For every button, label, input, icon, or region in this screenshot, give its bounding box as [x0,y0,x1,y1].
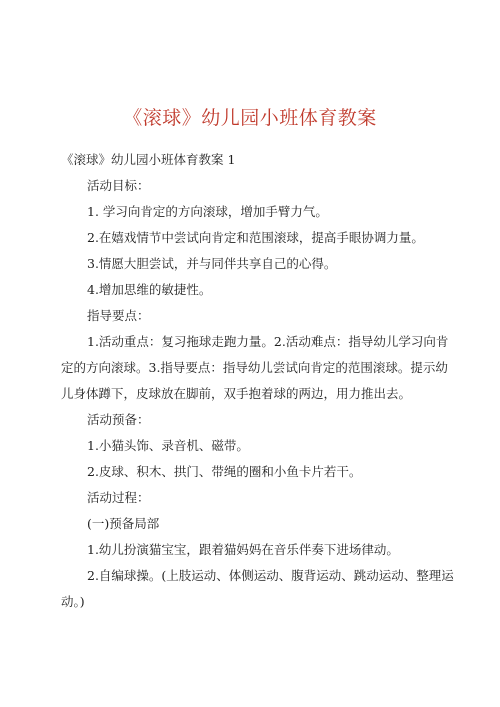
paragraph-prep-2: 2.皮球、积木、拱门、带绳的圈和小鱼卡片若干。 [87,464,362,479]
paragraph-process-step-2: 2.自编球操。(上肢运动、体侧运动、腹背运动、跳动运动、整理运动。) [61,568,454,609]
paragraph-prep-1: 1.小猫头饰、录音机、磁带。 [87,438,249,453]
paragraph-prep-label: 活动预备： [87,412,150,427]
document-body [61,147,456,615]
paragraph-process-label: 活动过程： [87,490,150,505]
paragraph-process-section-1: (一)预备局部 [87,516,160,531]
paragraph-goal-3: 3.情愿大胆尝试，并与同伴共享自己的心得。 [87,256,337,271]
paragraph-heading: 《滚球》幼儿园小班体育教案 1 [61,152,236,167]
paragraph-goals-label: 活动目标： [87,178,150,193]
paragraph-goal-4: 4.增加思维的敏捷性。 [87,282,212,297]
paragraph-goal-2: 2.在嬉戏情节中尝试向肯定和范围滚球，提高手眼协调力量。 [87,230,424,245]
document-title: 《滚球》幼儿园小班体育教案 [123,107,377,129]
paragraph-process-step-1: 1.幼儿扮演猫宝宝，跟着猫妈妈在音乐伴奏下进场律动。 [87,542,399,557]
paragraph-guidance-body: 1.活动重点：复习拖球走跑力量。2.活动难点：指导幼儿学习向肯定的方向滚球。3.指导要点：指导幼儿尝试向肯定的范围滚球。提示幼儿身体蹲下，皮球放在脚前，双手抱着球的两边，用力推出去。 [61,334,449,401]
paragraph-guidance-label: 指导要点： [87,308,150,323]
paragraph-goal-1: 1. 学习向肯定的方向滚球，增加手臂力气。 [87,204,328,219]
